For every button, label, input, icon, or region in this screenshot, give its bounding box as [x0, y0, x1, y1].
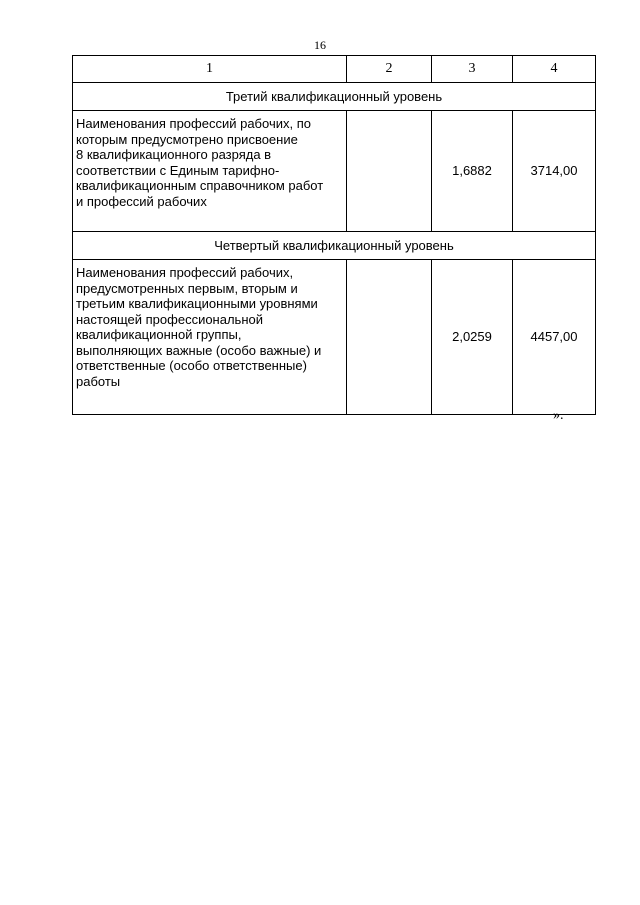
empty-cell: [347, 260, 432, 415]
coefficient-cell: 1,6882: [432, 111, 513, 232]
section-row-level-4: [73, 232, 596, 260]
section-row-level-3: [73, 83, 596, 111]
closing-quote-mark: ».: [553, 408, 564, 423]
profession-name-text: Наименования профессий рабочих, по которым предусмотрено присвоение 8 квалификационного разряда в соответствии с Единым тарифно- квалификационным справочником работ и профессий рабочих: [76, 116, 324, 209]
qualification-table: [72, 55, 596, 415]
salary-cell: 3714,00: [513, 111, 596, 232]
column-header-3: 3: [432, 56, 513, 83]
salary-cell: 4457,00: [513, 260, 596, 415]
column-header-4: 4: [513, 56, 596, 83]
profession-name-text: Наименования профессий рабочих, предусмотренных первым, вторым и третьим квалификационными уровнями настоящей профессиональной квалификационной группы, выполняющих важные (особо важные) и ответственные (особо ответственные) работы: [76, 265, 322, 389]
table-header-row: [73, 56, 596, 83]
column-header-1: 1: [73, 56, 347, 83]
table-row: [73, 111, 596, 232]
section-title-level-3: Третий квалификационный уровень: [73, 83, 596, 111]
profession-name-cell: [73, 111, 347, 232]
table-row: [73, 260, 596, 415]
empty-cell: [347, 111, 432, 232]
coefficient-cell: 2,0259: [432, 260, 513, 415]
page-number: 16: [314, 38, 326, 52]
section-title-level-4: Четвертый квалификационный уровень: [73, 232, 596, 260]
profession-name-cell: [73, 260, 347, 415]
column-header-2: 2: [347, 56, 432, 83]
